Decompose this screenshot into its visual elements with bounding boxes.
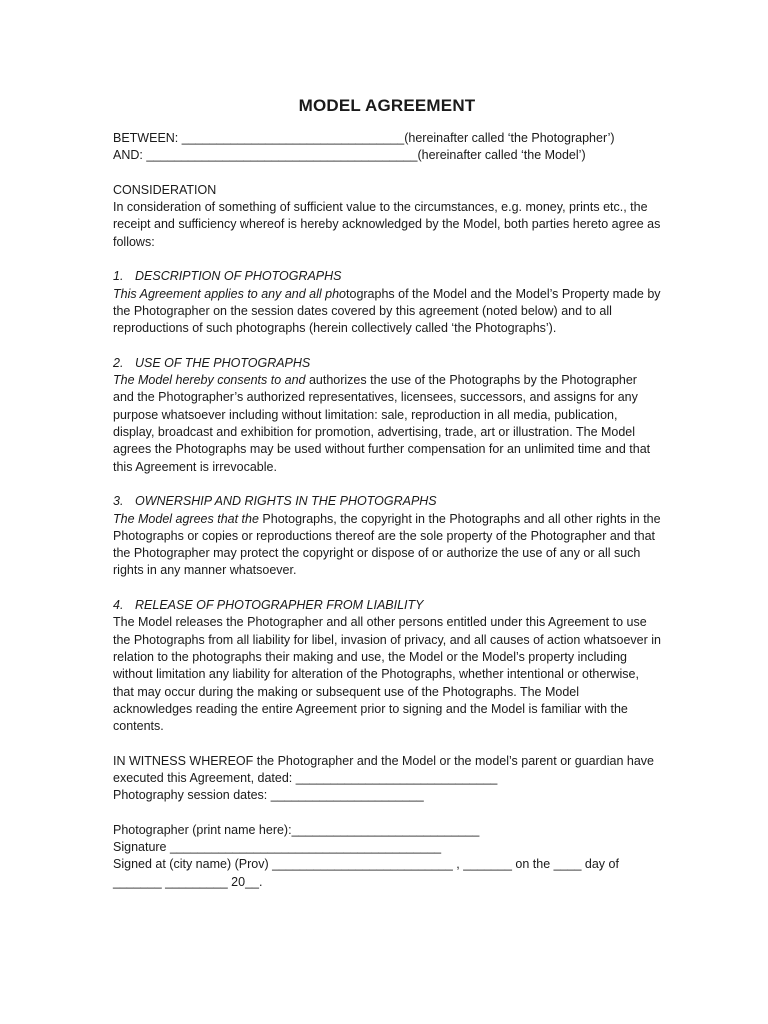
session-dates-line: Photography session dates: ______________________ <box>113 788 424 803</box>
party-photographer-line: BETWEEN: ________________________________(hereinafter called ‘the Photographer’) <box>113 131 615 145</box>
agreement-body <box>113 130 661 891</box>
section-title: RELEASE OF PHOTOGRAPHER FROM LIABILITY <box>135 598 424 613</box>
section-lead: The Model agrees that the <box>113 511 259 526</box>
section-body: authorizes the use of the Photographs by the Photographer and the Photographer’s authorized representatives, licensees, successors, and assigns for any purpose whatsoever including without limitation: sale, reproduction in all media, publication, display, broadcast and exhibition for promotion, advertising, trade, art or illustration. The Model agrees the Photographs may be used without further compensation for an unlimited time and that this Agreement is irrevocable. <box>113 373 651 474</box>
signed-at-line: Signed at (city name) (Prov) __________________________ , _______ on the ____ day of <box>113 857 619 872</box>
page-title: MODEL AGREEMENT <box>298 96 476 115</box>
consideration-heading: CONSIDERATION <box>113 182 217 197</box>
section-heading <box>113 493 661 510</box>
section-heading <box>113 268 661 285</box>
photographer-print-name-line: Photographer (print name here):___________________________ <box>113 822 480 837</box>
section-lead: This Agreement applies to any and all pho <box>113 286 347 301</box>
section-text <box>113 286 661 338</box>
section-heading <box>113 355 661 372</box>
signature-line: Signature _______________________________________ <box>113 840 442 855</box>
section-lead: The Model hereby consents to and <box>113 373 306 388</box>
section-number: 2. <box>113 355 124 370</box>
section-title: OWNERSHIP AND RIGHTS IN THE PHOTOGRAPHS <box>135 494 437 509</box>
section-title: USE OF THE PHOTOGRAPHS <box>135 355 311 370</box>
witness-text: IN WITNESS WHEREOF the Photographer and the Model or the model’s parent or guardian have executed this Agreement, dated: _____________________________ <box>113 753 655 785</box>
section-heading <box>113 597 661 614</box>
section-body: The Model releases the Photographer and all other persons entitled under this Agreement to use the Photographs from all liability for libel, invasion of privacy, and all causes of action whatsoever in relation to the photographs their making and use, the Model or the Model’s property including without limitation any liability for alteration of the Photographs, whether intentional or otherwise, that may occur during the making or subsequent use of the Photographs. The Model acknowledges reading the entire Agreement prior to signing and the Model is familiar with the contents. <box>113 615 661 734</box>
section-text <box>113 614 661 735</box>
section-text <box>113 372 661 476</box>
section-body: Photographs, the copyright in the Photographs and all other rights in the Photographs or copies or reproductions thereof are the sole property of the Photographer and that the Photographer may protect the copyright or dispose of or authorize the use of any or all such rights in any manner whatsoever. <box>113 511 661 578</box>
section-text <box>113 511 661 580</box>
section-number: 3. <box>113 494 124 509</box>
section-number: 1. <box>113 269 124 284</box>
consideration-text: In consideration of something of sufficient value to the circumstances, e.g. money, prints etc., the receipt and sufficiency whereof is hereby acknowledged by the Model, both parties hereto agree as follows: <box>113 200 661 249</box>
party-model-line: AND: _______________________________________(hereinafter called ‘the Model’) <box>113 148 586 163</box>
section-body: tographs of the Model and the Model’s Property made by the Photographer on the session dates covered by this agreement (noted below) and to all reproductions of such photographs (herein collectively called ‘the Photographs’). <box>113 286 661 336</box>
section-title: DESCRIPTION OF PHOTOGRAPHS <box>135 269 342 284</box>
section-number: 4. <box>113 598 124 613</box>
date-line: _______ _________ 20__. <box>113 874 263 889</box>
